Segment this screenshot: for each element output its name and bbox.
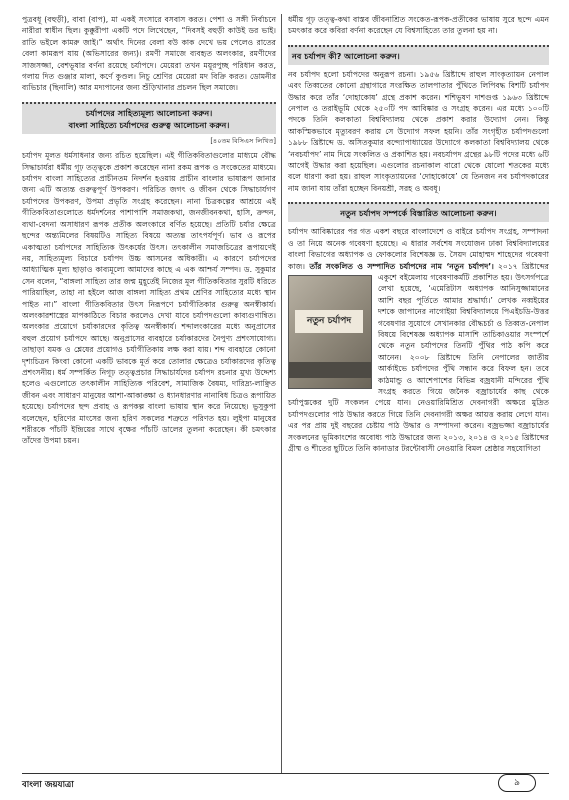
paragraph-nava-charyapada: নব চর্যাপদ হলো চর্যাপদের অনুরূপ রচনা। ১৯৫৬ খ্রিষ্টাব্দে রাহুল সাংকৃত্যায়ন নেপাল এবং তিব্বতের কোনো গ্রন্থাগারে সংরক্ষিত তালপাতার পুঁথিতে লিপিবদ্ধ বিশটি চর্যাপদ উদ্ধার করে তাঁর ‘দোহাকোষ’ গ্রন্থে প্রকাশ করেন। শশিভূষণ দাশগুপ্ত ১৯৬৩ খ্রিষ্টাব্দে নেপাল ও তরাইভূমি থেকে ২৫০টি পদ আবিষ্কার ও সংগ্রহ করেন। এর মধ্যে ১০০টি পদকে তিনি কলকাতা বিশ্ববিদ্যালয় থেকে প্রকাশ করার উদ্যোগ নেন। কিন্তু আকস্মিকভাবে মৃত্যুবরণ করায় সে উদ্যোগ সফল হয়নি। তাঁর সংগৃহীত চর্যাপদগুলো ১৯৮৮ খ্রিষ্টাব্দে ড. অসিতকুমার বন্দ্যোপাধ্যায়ের উদ্যোগে কলকাতা বিশ্ববিদ্যালয় থেকে ‘নবচর্যাপদ’ নাম দিয়ে সংকলিত ও প্রকাশিত হয়। নবচর্যাপদ গ্রন্থের ৯৮টি পদের মধ্যে ৬টি আগেই উদ্ধার করা হয়েছিল। এগুলোর রচনাকাল বারো থেকে ষোলো শতকের মধ্যে বলে ধারণা করা হয়। রাহুল সাংকৃত্যায়নের ‘দোহাকোষে’ যে তিনজন নব চর্যাপদকারের নাম জানা যায় তাঁরা হচ্ছেন বিনয়শ্রী, সরহ ও অবধূ।: [288, 69, 549, 193]
question-subheading: বাংলা সাহিত্যে চর্যাপদের গুরুত্ব আলোচনা করুন।: [68, 119, 230, 130]
right-column: [288, 14, 549, 456]
text-segment-continued: ২০১৭ খ্রিষ্টাব্দের একুশে বইমেলায় গবেষণাকর্মটি প্রকাশিত হয়। উৎসর্গপত্রে লেখা হয়েছে, ‘এমেরিটাস অধ্যাপক আনিসুজ্জামানের আশি বছর পূর্তিতে আমার শ্রদ্ধার্ঘ্য।’ লেখক নব্বইয়ের দশকে জাপানের নাগোইয়া বিশ্ববিদ্যালয়ে পিএইচডি-উত্তর গবেষণার সুযোগে সেখানকার বৌদ্ধচর্চা ও তিব্বত-নেপাল বিষয়ে বিশেষজ্ঞ অধ্যাপক মাসাশি তাচিকাওয়ার সংস্পর্শে থেকে নতুন চর্যাপদের তিনটি পুঁথির পাঠ কপি করে আনেন। ২০০৮ খ্রিষ্টাব্দে তিনি নেপালের জাতীয় আর্কাইভে চর্যাপদের পুঁথি সন্ধান করে বিফল হন। তবে কাঠমান্ডু ও আশেপাশের বিভিন্ন বজ্রযানী মন্দিরের পুঁথি সংগ্রহ করতে গিয়ে জনৈক বজ্রাচার্যের কাছ থেকে চর্যাপুস্তকের দুটি সংকলন পেয়ে যান। নেওয়ারিমিশ্রিত দেবনাগরী অক্ষরে মুদ্রিত চর্যাপদগুলোর পাঠ উদ্ধার করতে গিয়ে তিনি দেবনাগরী অক্ষর আয়ত্ত করায় লেগে যান। এর পর প্রায় দুই বছরের চেষ্টায় পাঠ উদ্ধার ও সম্পাদনা করেন। বজ্রভজ্জা বজ্রাচার্যের সংকলনের ভূমিকাংশের অবোধ্য পাঠ উদ্ধারের জন্য ২০১৩, ২০১৪ ও ২০১৫ খ্রিষ্টাব্দের গ্রীষ্ম ও শীতের ছুটিতে তিনি কানাডার টরন্টোবাসী নেওয়ারি বিমল শ্রেষ্ঠার সহযোগিতা: [288, 261, 549, 453]
page-body: [22, 14, 549, 774]
question-heading: চর্যাপদের সাহিত্যমূল্য আলোচনা করুন।: [85, 107, 213, 118]
question-box-notun-charyapada: নতুন চর্যাপদ সম্পর্কে বিস্তারিত আলোচনা করুন।: [288, 202, 549, 222]
paragraph-society: পুত্রবধূ (বহুড়ী), বাবা (বাপ), মা একই সংসারে বসবাস করত। পেশা ও সঙ্গী নির্বাচনে নারীরা স্বাধীন ছিল। কুক্কুরীপা একটি পদে লিখেছেন, “দিবসই বহুড়ী কাউই ডর ভাই। রাতি ভইলে কামরু জাই।” অর্থাৎ দিনের বেলা বউ কাক দেখে ভয় পেলেও রাতের বেলা কামরূপ যায় (অভিসারের জন্য)। রমণী সমাজে ব্যবহৃত অলংকার, রমণীদের সাজসজ্জা, বেশভূষার বর্ণনা রয়েছে চর্যাপদে। মেয়েরা তখন ময়ূরপুচ্ছ পরিধান করত, গলায় দিত গুঞ্জার মালা, কর্ণে কুণ্ডল। নিচু শ্রেণির মেয়েরা মদ বিক্রি করত। ডোমনীর ব্যভিচার (ছিনালি) আর মদ্যপানের জন্য শুঁড়িখানার প্রচলন ছিল সমাজে।: [22, 15, 276, 93]
column-divider: [281, 14, 282, 774]
footer-rule: [22, 773, 549, 774]
bold-highlight: তাঁর সংকলিত ও সম্পাদিত চর্যাপদের নাম ‘নতুন চর্যাপদ’।: [305, 261, 494, 271]
book-cover-stripe: [289, 362, 371, 378]
paragraph-continuation: ধর্মীয় গূঢ় তত্ত্ব-কথা বাস্তব জীবনাশ্রিত সংকেত-রূপক-প্রতীকের ভাষায় সুরে ছন্দে এমন চমৎকার করে কবিরা বর্ণনা করেছেন যে বিশ্বসাহিত্যে তার তুলনা হয় না।: [288, 15, 549, 36]
paragraph-notun-charyapada: [288, 226, 549, 454]
text-segment: চর্যাপদ আবিষ্কারের পর গত একশ বছরে বাংলাদেশে ও বাইরে চর্যাপদ সংগ্রহ, সম্পাদনা ও তা নিয়ে অনেক গবেষণা হয়েছে। এ ধারার সর্বশেষ সংযোজন ঢাকা বিশ্ববিদ্যালয়ের বাংলা বিভাগের অধ্যাপক ও ফোকলোর বিশেষজ্ঞ ড. সৈয়দ মোহাম্মদ শাহেদের গবেষণা কাজ।: [288, 227, 549, 271]
footer-title: বাংলা জয়যাত্রা: [22, 780, 74, 790]
paragraph-literary-value: চর্যাপদ মূলত ধর্মসাধনার জন্য রচিত হয়েছিল। এই গীতিকবিতাগুলোর মাধ্যমে বৌদ্ধ সিদ্ধাচার্যরা ধর্মীয় গূঢ় তত্ত্বকে প্রকাশ করেছেন নানা রকম রূপক ও সংকেতের মাধ্যমে। চর্যাপদ বাংলা সাহিত্যের প্রাচীনতম নিদর্শন হওয়ায় প্রাচীন বাংলার ভাষারূপ জানার জন্য এটি অত্যন্ত গুরুত্বপূর্ণ উপকরণ। পরিচিত জগৎ ও জীবন থেকে সিদ্ধাচার্যগণ চর্যাপদের উপকরণ, উপমা প্রভৃতি সংগ্রহ করেছেন। নানা চিত্রকল্পের আশ্রয়ে এই গীতিকবিতাগুলোতে ধর্মদর্শনের পাশাপাশি সমাজকথা, জনজীবনকথা, হাসি, ক্রন্দন, ব্যথা-বেদনা অসাধারণ রূপক প্রতীক অলংকারে বর্ণিত হয়েছে। প্রতিটি চর্যার ক্ষেত্রে ছন্দের অন্ত্যমিলের বিষয়টিও সাহিত্য বিষয়ে অত্যন্ত তাৎপর্যপূর্ণ। ভাব ও রূপের একাত্মতা চর্যাপদের সাহিত্যিক উৎকর্ষের উৎস। তৎকালীন সমাজচিত্রের রূপায়ণেই নয়, সাহিত্যমূল্য বিচারে চর্যাপদ উচ্চ আসনের অধিকারী। এ কারণে চর্যাপদের আধ্যাত্মিক মূল্য ছাড়াও কাব্যমূল্যে আমাদের কাছে এ এক আশ্চর্য সম্পদ। ড. সুকুমার সেন বলেন, “বাঙ্গলা সাহিত্য তার জন্ম মুহূর্তেই নিজের মূল গীতিকবিতার সুরটি ধরিতে পারিয়াছিল, তাহা না হইলে আজ বাঙ্গলা সাহিত্য প্রথম শ্রেণির সাহিত্যের মধ্যে স্থান পাইত না।” বাংলা গীতিকবিতার উৎস নিরূপণে চর্যাগীতিকার গুরুত্ব অনস্বীকার্য। অলংকারশাস্ত্রের মাপকাঠিতে বিচার করলেও দেখা যাবে চর্যাপদগুলো কাব্যগুণান্বিত। অলংকার প্রয়োগে চর্যাকারদের কৃতিত্ব অনস্বীকার্য। শব্দালংকারের মধ্যে অনুপ্রাসের বহুল প্রয়োগ চর্যাপদে আছে। অনুপ্রাসের ব্যবহারে চর্যাকারদের নৈপুণ্য প্রশংসাযোগ্য। তাছাড়া যমক ও শ্লেষের প্রয়োগও চর্যাগীতিকায় লক্ষ করা যায়। শব্দ ব্যবহারে কোনো দৃশ্যচিত্রন কিংবা কোনো একটি ভাবকে মূর্ত করে তোলার ক্ষেত্রেও চর্যাকারদের কৃতিত্ব প্রশংসনীয়। ধর্ম সম্পর্কিত নিগূঢ় তত্ত্বপ্রচার সিদ্ধাচার্যদের চর্যাপদ রচনার মুখ্য উদ্দেশ্য হলেও এগুলোতে তৎকালীন সাহিত্যিক পরিবেশ, সামাজিক বৈষম্য, দারিদ্র্য-লাঞ্ছিত জীবন এবং সাধারণ মানুষের আশা-আকাঙ্ক্ষা ও ধ্যানধারণার নানাবিধ চিত্রও রূপায়িত হয়েছে। চর্যাপদের ছন্দ প্রবাহ ও রূপকল্প বাংলা ভাষায় স্থান করে নিয়েছে। ভুসুকুপা বলেছেন, হরিণের মাংসের জন্য হরিণ সকলের শত্রুতে পরিণত হয়। লুইপা মানুষের শরীরকে পাঁচটি ইন্দ্রিয়ের সাথে বৃক্ষের পাঁচটি ডালের তুলনা করেছেন। কী চমৎকার তাঁদের উপমা চয়ন।: [22, 151, 276, 446]
question-box-nava-charyapada: নব চর্যাপদ কী? আলোচনা করুন।: [288, 45, 549, 65]
question-box-literary-value: [22, 102, 276, 134]
page-number: ৯: [498, 774, 536, 792]
book-cover-title: নতুন চর্যাপদ: [295, 310, 363, 333]
exam-source-label: [৪০তম বিসিএস লিখিত]: [210, 136, 276, 145]
book-cover-image: [288, 275, 372, 389]
left-column: [22, 14, 276, 449]
